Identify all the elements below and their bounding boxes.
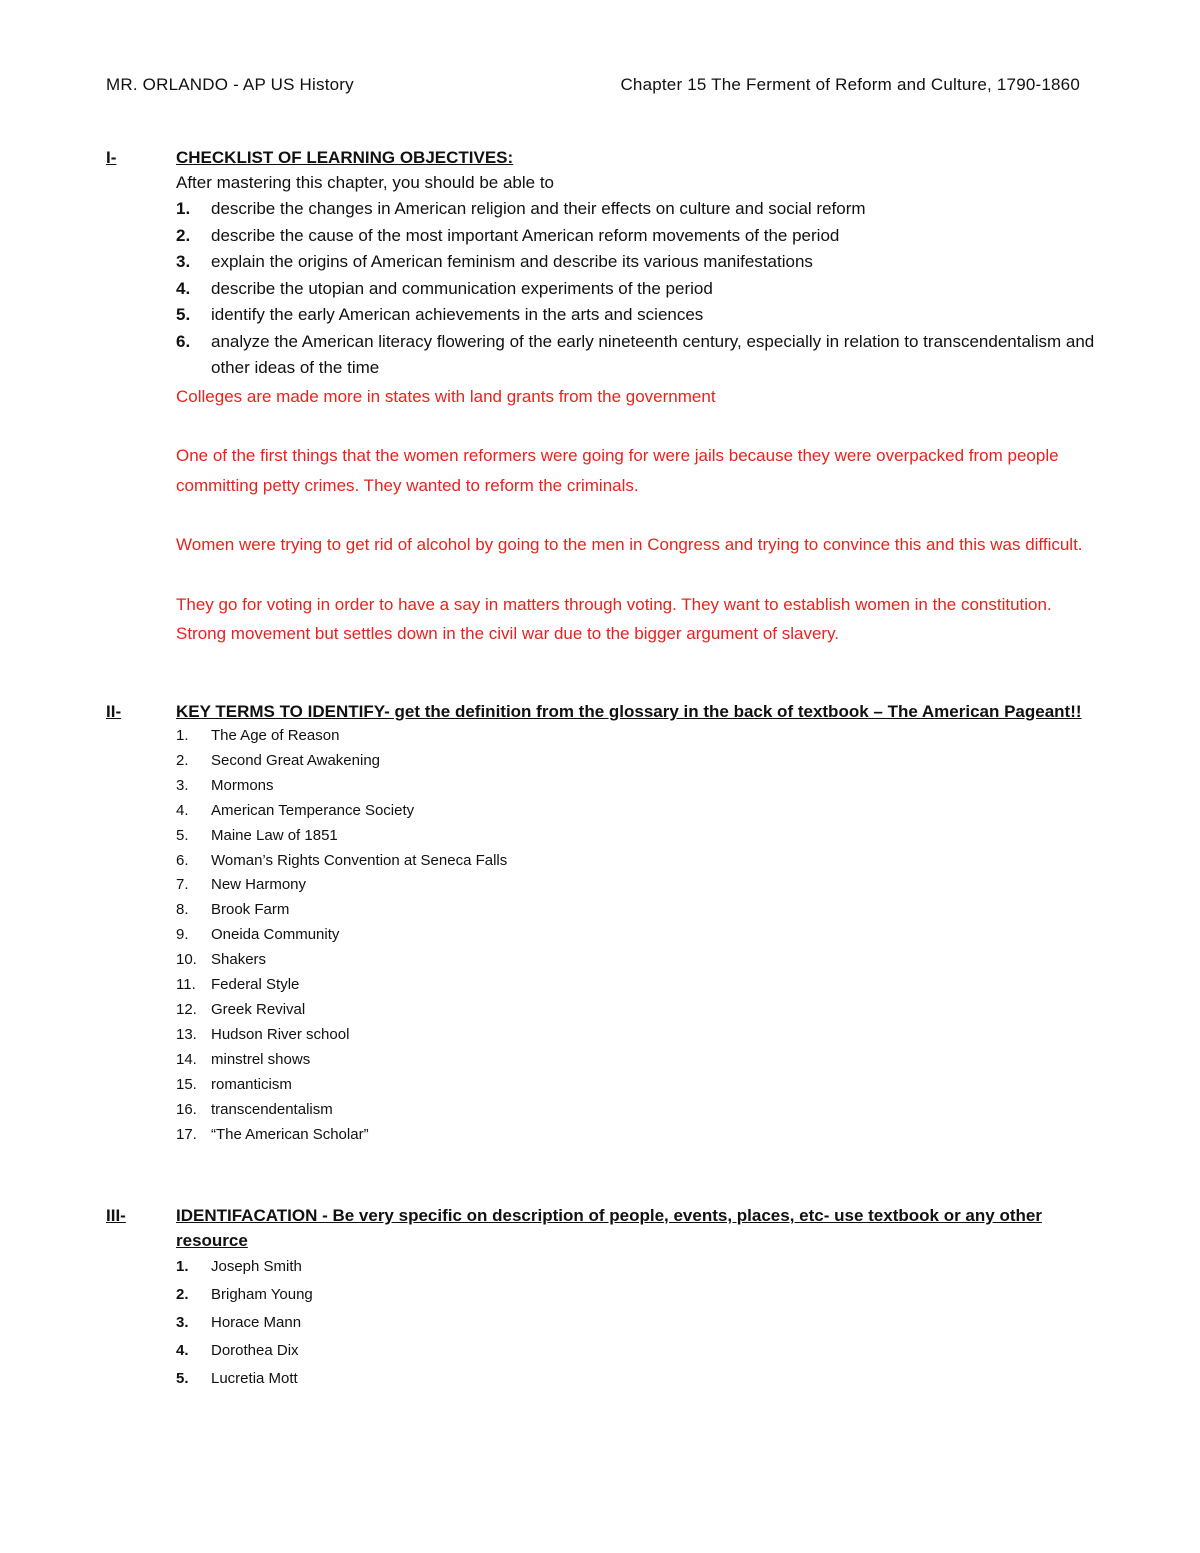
section-title: CHECKLIST OF LEARNING OBJECTIVES: xyxy=(176,148,514,167)
item-text: identify the early American achievements in the arts and sciences xyxy=(211,305,704,324)
section-heading xyxy=(106,699,1096,724)
section-number: III- xyxy=(106,1206,126,1225)
item-text: Second Great Awakening xyxy=(211,751,381,769)
item-number: 9. xyxy=(176,926,189,944)
list-item xyxy=(106,329,1096,382)
item-text: analyze the American literacy flowering of the early nineteenth century, especially in relation to transcendentalism and other ideas of the time xyxy=(211,331,1095,377)
section-learning-objectives xyxy=(106,145,1096,649)
objectives-list xyxy=(106,196,1096,382)
list-item xyxy=(106,898,1096,923)
item-number: 1. xyxy=(176,727,189,744)
item-text: describe the cause of the most important American reform movements of the period xyxy=(211,225,840,245)
section-heading xyxy=(106,145,1096,170)
list-item xyxy=(106,196,1096,223)
item-text: Hudson River school xyxy=(211,1025,350,1043)
list-item xyxy=(106,1073,1096,1098)
item-text: Dorothea Dix xyxy=(211,1342,299,1359)
item-text: transcendentalism xyxy=(211,1100,333,1118)
item-number: 2. xyxy=(176,1286,189,1303)
item-text: Oneida Community xyxy=(211,926,340,944)
section-number: II- xyxy=(106,702,122,721)
item-number: 3. xyxy=(176,252,191,271)
list-item xyxy=(106,774,1096,799)
item-number: 4. xyxy=(176,801,189,819)
list-item xyxy=(106,824,1096,849)
section-key-terms xyxy=(106,699,1096,1147)
item-number: 5. xyxy=(176,826,189,844)
list-item xyxy=(106,1123,1096,1148)
item-number: 5. xyxy=(176,305,191,324)
list-item xyxy=(106,1023,1096,1048)
item-number: 7. xyxy=(176,876,189,894)
item-number: 3. xyxy=(176,1314,189,1331)
section-number: I- xyxy=(106,148,117,167)
item-number: 16. xyxy=(176,1100,197,1118)
item-number: 4. xyxy=(176,278,191,298)
item-text: Federal Style xyxy=(211,976,300,994)
list-item xyxy=(106,249,1096,276)
item-number: 14. xyxy=(176,1050,197,1068)
item-number: 13. xyxy=(176,1025,197,1043)
item-number: 1. xyxy=(176,1258,189,1275)
item-text: romanticism xyxy=(211,1075,292,1093)
item-number: 2. xyxy=(176,751,189,769)
list-item xyxy=(106,799,1096,824)
item-text: Greek Revival xyxy=(211,1000,306,1018)
list-item xyxy=(106,948,1096,973)
item-number: 1. xyxy=(176,199,191,218)
note-paragraph: Women were trying to get rid of alcohol by going to the men in Congress and trying to convince this and this was difficult. xyxy=(176,535,1083,554)
item-text: Joseph Smith xyxy=(211,1258,302,1275)
section-title: IDENTIFACATION - Be very specific on description of people, events, places, etc- use textbook or any other resource xyxy=(176,1206,1042,1250)
note-paragraph: They go for voting in order to have a say in matters through voting. They want to establish women in the constitution. Strong movement but settles down in the civil war due to the bigger argument of slavery. xyxy=(176,594,1052,643)
list-item xyxy=(106,849,1096,874)
item-text: describe the utopian and communication experiments of the period xyxy=(211,278,713,298)
list-item xyxy=(106,1253,1096,1281)
item-number: 17. xyxy=(176,1125,197,1143)
item-text: Mormons xyxy=(211,776,274,794)
section-identification xyxy=(106,1203,1096,1393)
item-text: Shakers xyxy=(211,951,267,969)
identification-list xyxy=(106,1253,1096,1393)
item-text: describe the changes in American religion and their effects on culture and social reform xyxy=(211,199,866,218)
item-text: Maine Law of 1851 xyxy=(211,826,338,844)
list-item xyxy=(106,1365,1096,1393)
handwritten-notes xyxy=(176,382,1096,649)
section-title: KEY TERMS TO IDENTIFY- get the definition from the glossary in the back of textbook – The American Pageant!! xyxy=(176,702,1082,721)
item-text: Brook Farm xyxy=(211,901,290,919)
list-item xyxy=(106,1048,1096,1073)
item-number: 3. xyxy=(176,776,189,794)
item-number: 6. xyxy=(176,851,189,869)
item-text: Woman’s Rights Convention at Seneca Falls xyxy=(211,851,508,869)
key-terms-list xyxy=(106,724,1096,1147)
item-text: The Age of Reason xyxy=(211,727,340,744)
item-number: 15. xyxy=(176,1075,197,1093)
list-item xyxy=(106,923,1096,948)
item-number: 2. xyxy=(176,225,191,245)
item-number: 4. xyxy=(176,1342,189,1359)
item-text: Brigham Young xyxy=(211,1286,313,1303)
list-item xyxy=(106,302,1096,329)
objectives-intro: After mastering this chapter, you should be able to xyxy=(176,173,555,192)
item-text: explain the origins of American feminism and describe its various manifestations xyxy=(211,252,813,271)
item-text: Lucretia Mott xyxy=(211,1370,298,1387)
header-teacher-course: MR. ORLANDO - AP US History xyxy=(106,75,354,94)
list-item xyxy=(106,1098,1096,1123)
item-number: 12. xyxy=(176,1000,197,1018)
list-item xyxy=(106,223,1096,250)
item-text: minstrel shows xyxy=(211,1050,311,1068)
item-number: 6. xyxy=(176,331,191,351)
list-item xyxy=(106,873,1096,898)
list-item xyxy=(106,1337,1096,1365)
note-paragraph: One of the first things that the women reformers were going for were jails because they were overpacked from people committing petty crimes. They wanted to reform the criminals. xyxy=(176,446,1059,495)
item-text: New Harmony xyxy=(211,876,307,894)
list-item xyxy=(106,973,1096,998)
header-chapter-title: Chapter 15 The Ferment of Reform and Culture, 1790-1860 xyxy=(620,75,1080,94)
item-text: “The American Scholar” xyxy=(211,1125,369,1143)
item-number: 10. xyxy=(176,951,197,969)
note-paragraph: Colleges are made more in states with land grants from the government xyxy=(176,386,716,406)
list-item xyxy=(106,749,1096,774)
item-number: 11. xyxy=(176,976,196,994)
item-text: Horace Mann xyxy=(211,1314,302,1331)
item-number: 8. xyxy=(176,901,189,919)
item-text: American Temperance Society xyxy=(211,801,415,819)
list-item xyxy=(106,1309,1096,1337)
section-heading xyxy=(106,1203,1096,1253)
list-item xyxy=(106,998,1096,1023)
list-item xyxy=(106,1281,1096,1309)
list-item xyxy=(106,276,1096,303)
list-item xyxy=(106,724,1096,749)
item-number: 5. xyxy=(176,1370,189,1387)
